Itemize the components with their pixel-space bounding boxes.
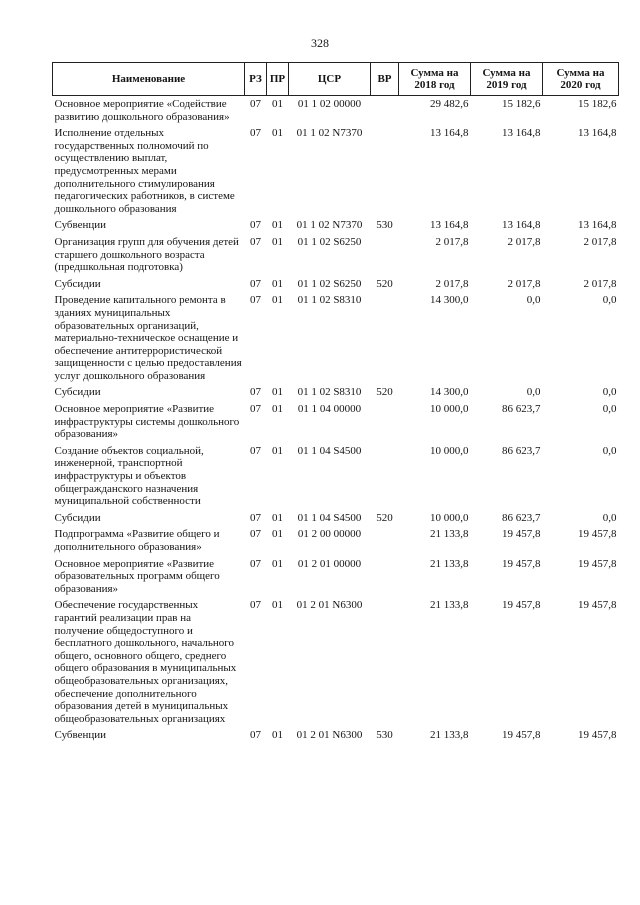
row-vr: 520	[376, 277, 393, 290]
table-row	[53, 401, 619, 443]
table-row	[53, 443, 619, 510]
row-sum-2018: 10 000,0	[430, 511, 469, 524]
header-sum-2018: Сумма на 2018 год	[399, 63, 471, 96]
row-vr	[371, 443, 399, 510]
header-rz: РЗ	[245, 63, 267, 96]
row-sum-2019: 15 182,6	[502, 98, 541, 110]
row-name: Обеспечение государственных гарантий реализации прав на получение общедоступного и бесплатного дошкольного, начального общего, основного общего, среднего общего образования в муниципальных общеобразовательных организациях, обеспечение дополнительного образования детей в муниципальных общеобразовательных организациях	[54, 599, 237, 725]
row-name: Субсидии	[54, 511, 101, 524]
row-name: Исполнение отдельных государственных полномочий по осуществлению выплат, предусмотренных мерами дополнительного стимулирования педагогических работников, в системе дошкольного образования	[54, 127, 235, 215]
row-name: Основное мероприятие «Содействие развитию дошкольного образования»	[54, 98, 230, 123]
row-pr: 01	[272, 294, 283, 307]
row-pr: 01	[272, 127, 283, 140]
row-sum-2019: 19 457,8	[502, 599, 541, 612]
row-sum-2020: 2 017,8	[583, 235, 617, 248]
row-vr	[371, 96, 399, 126]
row-name: Проведение капитального ремонта в зданиях муниципальных образовательных организаций, материально-техническое оснащение и обеспечение антитеррористической защищенности с целью предоставления услуг дошкольного образования	[54, 294, 242, 382]
row-csr: 01 1 02 S6250	[297, 277, 362, 290]
row-sum-2020: 13 164,8	[578, 127, 617, 140]
row-sum-2019: 2 017,8	[507, 235, 541, 248]
row-sum-2018: 10 000,0	[430, 403, 469, 416]
table-row	[53, 234, 619, 276]
table-row	[53, 217, 619, 234]
row-sum-2018: 21 133,8	[430, 599, 469, 612]
row-csr: 01 1 02 N7370	[296, 219, 363, 232]
row-pr: 01	[272, 386, 283, 399]
row-sum-2018: 29 482,6	[430, 98, 469, 110]
header-name: Наименование	[53, 63, 245, 96]
row-rz: 07	[250, 127, 261, 140]
row-name: Субвенции	[54, 729, 107, 742]
row-sum-2019: 86 623,7	[502, 444, 541, 457]
row-pr: 01	[272, 729, 283, 742]
row-sum-2019: 13 164,8	[502, 219, 541, 232]
row-name: Субсидии	[54, 277, 101, 290]
row-sum-2018: 13 164,8	[430, 219, 469, 232]
row-rz: 07	[250, 557, 261, 570]
row-rz: 07	[250, 277, 261, 290]
row-sum-2020: 0,0	[602, 294, 617, 307]
row-vr: 520	[376, 386, 393, 399]
row-csr: 01 1 04 S4500	[297, 444, 362, 457]
row-sum-2018: 13 164,8	[430, 127, 469, 140]
row-rz: 07	[250, 444, 261, 457]
row-rz: 07	[250, 294, 261, 307]
row-vr	[371, 292, 399, 384]
header-vr: ВР	[371, 63, 399, 96]
row-sum-2020: 15 182,6	[578, 98, 617, 110]
table-body	[53, 96, 619, 744]
header-sum-2019: Сумма на 2019 год	[471, 63, 543, 96]
row-csr: 01 1 02 N7370	[296, 127, 363, 140]
row-rz: 07	[250, 386, 261, 399]
row-rz: 07	[250, 98, 261, 110]
row-csr: 01 2 00 00000	[297, 528, 362, 541]
row-pr: 01	[272, 98, 283, 110]
row-sum-2020: 19 457,8	[578, 729, 617, 742]
row-vr	[371, 234, 399, 276]
table-row	[53, 384, 619, 401]
row-pr: 01	[272, 403, 283, 416]
row-sum-2019: 13 164,8	[502, 127, 541, 140]
row-sum-2019: 19 457,8	[502, 557, 541, 570]
row-csr: 01 2 01 00000	[297, 557, 362, 570]
row-sum-2018: 14 300,0	[430, 386, 469, 399]
row-pr: 01	[272, 599, 283, 612]
budget-table	[52, 62, 619, 744]
row-sum-2019: 19 457,8	[502, 729, 541, 742]
row-sum-2018: 21 133,8	[430, 557, 469, 570]
row-vr	[371, 526, 399, 555]
row-sum-2018: 2 017,8	[435, 235, 469, 248]
row-vr: 530	[376, 729, 393, 742]
row-vr	[371, 597, 399, 727]
row-csr: 01 1 02 00000	[297, 98, 362, 110]
row-name: Создание объектов социальной, инженерной, транспортной инфраструктуры и объектов общегражданского назначения муниципальной собственности	[54, 444, 204, 508]
row-pr: 01	[272, 528, 283, 541]
row-rz: 07	[250, 528, 261, 541]
row-pr: 01	[272, 235, 283, 248]
row-sum-2018: 2 017,8	[435, 277, 469, 290]
row-sum-2020: 0,0	[602, 386, 617, 399]
row-vr	[371, 556, 399, 598]
row-sum-2019: 0,0	[526, 294, 541, 307]
row-sum-2020: 0,0	[602, 444, 617, 457]
row-csr: 01 1 02 S6250	[297, 235, 362, 248]
row-csr: 01 1 04 00000	[297, 403, 362, 416]
row-name: Организация групп для обучения детей старшего дошкольного возраста (предшкольная подготовка)	[54, 235, 239, 274]
row-pr: 01	[272, 511, 283, 524]
table-row	[53, 292, 619, 384]
row-rz: 07	[250, 729, 261, 742]
row-rz: 07	[250, 599, 261, 612]
row-name: Подпрограмма «Развитие общего и дополнительного образования»	[54, 528, 220, 553]
row-sum-2018: 14 300,0	[430, 294, 469, 307]
row-pr: 01	[272, 277, 283, 290]
row-sum-2019: 0,0	[526, 386, 541, 399]
row-csr: 01 1 04 S4500	[297, 511, 362, 524]
row-rz: 07	[250, 511, 261, 524]
table-row	[53, 96, 619, 126]
row-sum-2018: 10 000,0	[430, 444, 469, 457]
row-csr: 01 2 01 N6300	[296, 599, 363, 612]
row-pr: 01	[272, 444, 283, 457]
row-name: Субсидии	[54, 386, 101, 399]
row-sum-2019: 86 623,7	[502, 403, 541, 416]
page-number: 328	[311, 36, 329, 50]
row-name: Субвенции	[54, 219, 107, 232]
row-sum-2020: 19 457,8	[578, 528, 617, 541]
row-sum-2019: 2 017,8	[507, 277, 541, 290]
row-sum-2020: 19 457,8	[578, 599, 617, 612]
row-name: Основное мероприятие «Развитие инфраструктуры системы дошкольного образования»	[54, 403, 240, 441]
table-header	[53, 63, 619, 96]
row-sum-2020: 13 164,8	[578, 219, 617, 232]
row-rz: 07	[250, 219, 261, 232]
row-sum-2018: 21 133,8	[430, 528, 469, 541]
row-rz: 07	[250, 403, 261, 416]
header-sum-2020: Сумма на 2020 год	[543, 63, 619, 96]
header-csr: ЦСР	[289, 63, 371, 96]
row-sum-2020: 0,0	[602, 403, 617, 416]
row-sum-2020: 0,0	[602, 511, 617, 524]
table-row	[53, 526, 619, 555]
row-csr: 01 1 02 S8310	[297, 386, 362, 399]
table-row	[53, 597, 619, 727]
table-row	[53, 727, 619, 744]
row-sum-2019: 19 457,8	[502, 528, 541, 541]
row-vr: 530	[376, 219, 393, 232]
row-sum-2019: 86 623,7	[502, 511, 541, 524]
row-sum-2020: 2 017,8	[583, 277, 617, 290]
table-row	[53, 556, 619, 598]
row-vr: 520	[376, 511, 393, 524]
row-vr	[371, 401, 399, 443]
row-name: Основное мероприятие «Развитие образовательных программ общего образования»	[54, 557, 220, 595]
row-rz: 07	[250, 235, 261, 248]
table-row	[53, 276, 619, 293]
row-csr: 01 1 02 S8310	[297, 294, 362, 307]
row-sum-2020: 19 457,8	[578, 557, 617, 570]
row-pr: 01	[272, 557, 283, 570]
table-row	[53, 510, 619, 527]
row-pr: 01	[272, 219, 283, 232]
table-row	[53, 125, 619, 217]
row-csr: 01 2 01 N6300	[296, 729, 363, 742]
row-vr	[371, 125, 399, 217]
row-sum-2018: 21 133,8	[430, 729, 469, 742]
header-pr: ПР	[267, 63, 289, 96]
